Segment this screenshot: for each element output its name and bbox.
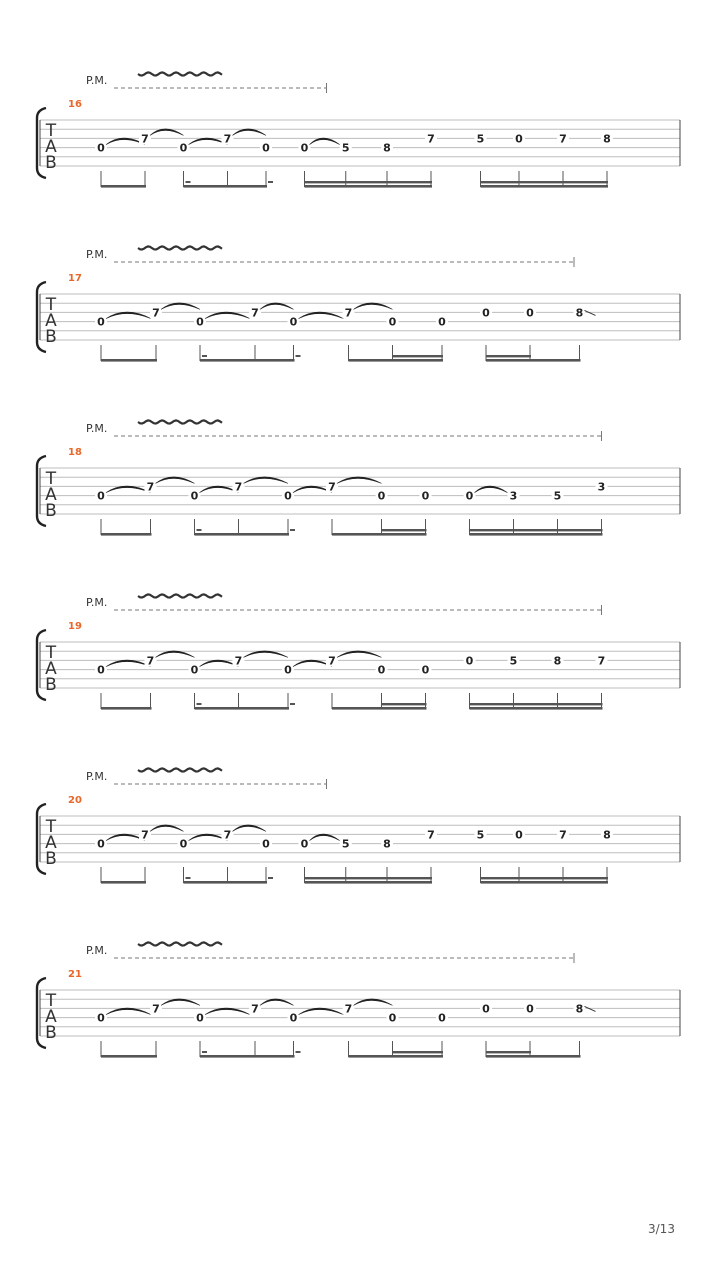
fret-number: 0 — [179, 837, 188, 851]
fret-number: 7 — [328, 654, 336, 668]
fret-number: 0 — [515, 132, 523, 146]
fret-number: 0 — [300, 141, 309, 155]
beam — [101, 1055, 157, 1058]
tie-arc — [233, 129, 267, 136]
fret-number: 5 — [476, 132, 485, 146]
fret-number: 0 — [438, 315, 446, 329]
fret-number: 8 — [603, 828, 611, 842]
fret-number: 0 — [388, 1011, 397, 1025]
tie-arc — [354, 999, 393, 1006]
rhythm-dot — [290, 703, 295, 705]
measure-number: 21 — [68, 969, 82, 980]
rhythm-dot — [197, 529, 202, 531]
fret-number: 8 — [575, 1002, 584, 1016]
fret-number: 0 — [465, 654, 474, 668]
fret-number: 3 — [509, 489, 518, 503]
tie-arc — [310, 138, 340, 145]
beam — [200, 359, 295, 362]
fret-number: 0 — [421, 663, 430, 677]
fret-number: 7 — [251, 306, 259, 320]
rhythm-dot — [296, 1051, 301, 1053]
rhythm-dot — [202, 1051, 207, 1053]
vibrato-wavy-line — [138, 72, 222, 75]
fret-number: 7 — [328, 480, 336, 494]
beam — [470, 533, 603, 536]
rhythm-dot — [186, 181, 191, 183]
tab-clef-b: B — [45, 327, 57, 347]
beam — [486, 1055, 581, 1058]
tie-arc — [106, 486, 151, 493]
fret-number: 5 — [341, 141, 350, 155]
measure-number: 17 — [68, 273, 82, 284]
tie-arc — [299, 312, 344, 319]
fret-number: 0 — [97, 663, 105, 677]
fret-number: 0 — [515, 828, 523, 842]
beam — [481, 881, 609, 884]
beam — [481, 185, 609, 188]
beam-secondary — [481, 877, 609, 879]
beam — [195, 707, 290, 710]
tie-arc — [106, 660, 151, 667]
fret-number: 0 — [196, 1011, 204, 1025]
fret-number: 7 — [344, 306, 353, 320]
beam-secondary — [393, 355, 444, 357]
fret-number: 0 — [289, 315, 298, 329]
staff-system-17 — [37, 246, 680, 361]
beam-secondary — [382, 703, 427, 705]
tie-arc — [260, 999, 294, 1006]
tab-clef-b: B — [45, 849, 57, 869]
fret-number: 7 — [251, 1002, 259, 1016]
fret-number: 7 — [559, 132, 567, 146]
beam — [349, 359, 444, 362]
tab-clef-t: T — [45, 469, 57, 489]
tie-arc — [150, 129, 184, 136]
tie-arc — [150, 825, 184, 832]
tie-arc — [244, 477, 289, 484]
fret-number: 0 — [97, 837, 105, 851]
fret-number: 0 — [438, 1011, 446, 1025]
fret-number: 7 — [234, 654, 243, 668]
fret-number: 8 — [383, 837, 391, 851]
beam — [349, 1055, 444, 1058]
fret-number: 7 — [427, 132, 435, 146]
rhythm-dot — [296, 355, 301, 357]
tie-arc — [337, 651, 382, 658]
rhythm-dot — [202, 355, 207, 357]
staff-system-19 — [37, 594, 680, 709]
measure-number: 19 — [68, 621, 82, 632]
fret-number: 0 — [196, 315, 204, 329]
tab-clef-t: T — [45, 121, 57, 141]
beam — [101, 881, 146, 884]
tie-arc — [161, 999, 200, 1006]
fret-number: 7 — [427, 828, 435, 842]
fret-number: 0 — [190, 663, 199, 677]
fret-number: 7 — [152, 306, 160, 320]
tie-arc — [299, 1008, 344, 1015]
fret-number: 5 — [509, 654, 518, 668]
fret-number: 7 — [146, 654, 155, 668]
fret-number: 8 — [575, 306, 584, 320]
tab-clef-a: A — [45, 1007, 57, 1027]
measure-number: 20 — [68, 795, 82, 806]
fret-number: 0 — [482, 1002, 490, 1016]
tie-arc — [205, 1008, 250, 1015]
fret-number: 0 — [262, 141, 270, 155]
palm-mute-label: P.M. — [86, 422, 108, 435]
fret-number: 0 — [465, 489, 474, 503]
beam — [200, 1055, 295, 1058]
vibrato-wavy-line — [138, 246, 222, 249]
fret-number: 0 — [526, 306, 534, 320]
fret-number: 0 — [284, 489, 292, 503]
beam-secondary — [486, 355, 531, 357]
beam — [470, 707, 603, 710]
beam-secondary — [305, 877, 433, 879]
fret-number: 0 — [97, 1011, 105, 1025]
beam — [332, 533, 427, 536]
staff-system-20 — [37, 768, 680, 883]
rhythm-dot — [186, 877, 191, 879]
fret-number: 0 — [377, 489, 386, 503]
tie-arc — [156, 651, 195, 658]
tab-clef-a: A — [45, 137, 57, 157]
fret-number: 7 — [141, 132, 149, 146]
vibrato-wavy-line — [138, 594, 222, 597]
fret-number: 5 — [476, 828, 485, 842]
fret-number: 0 — [262, 837, 270, 851]
fret-number: 0 — [377, 663, 386, 677]
beam-secondary — [486, 1051, 531, 1053]
tie-arc — [310, 834, 340, 841]
fret-number: 7 — [597, 654, 606, 668]
fret-number: 0 — [421, 489, 430, 503]
fret-number: 8 — [383, 141, 391, 155]
beam — [195, 533, 290, 536]
beam — [305, 185, 433, 188]
fret-number: 0 — [284, 663, 292, 677]
palm-mute-label: P.M. — [86, 596, 108, 609]
beam-secondary — [481, 181, 609, 183]
fret-number: 0 — [388, 315, 397, 329]
beam — [184, 881, 268, 884]
fret-number: 0 — [526, 1002, 534, 1016]
fret-number: 7 — [559, 828, 567, 842]
beam — [101, 185, 146, 188]
fret-number: 0 — [179, 141, 188, 155]
fret-number: 7 — [223, 828, 232, 842]
beam — [184, 185, 268, 188]
tab-clef-t: T — [45, 643, 57, 663]
fret-number: 5 — [553, 489, 562, 503]
tie-arc — [475, 486, 508, 493]
beam-secondary — [470, 529, 603, 531]
staff-system-18 — [37, 420, 680, 535]
tie-arc — [244, 651, 289, 658]
fret-number: 0 — [300, 837, 309, 851]
tie-arc — [156, 477, 195, 484]
beam-secondary — [393, 1051, 444, 1053]
beam — [101, 533, 152, 536]
fret-number: 0 — [97, 141, 105, 155]
rhythm-dot — [197, 703, 202, 705]
fret-number: 7 — [146, 480, 155, 494]
vibrato-wavy-line — [138, 942, 222, 945]
page-number: 3/13 — [648, 1222, 675, 1236]
tab-clef-a: A — [45, 833, 57, 853]
beam-secondary — [470, 703, 603, 705]
fret-number: 0 — [190, 489, 199, 503]
beam-secondary — [305, 181, 433, 183]
fret-number: 3 — [597, 480, 606, 494]
tie-arc — [106, 1008, 151, 1015]
tab-clef-t: T — [45, 295, 57, 315]
fret-number: 7 — [223, 132, 232, 146]
tie-arc — [106, 312, 151, 319]
fret-number: 7 — [152, 1002, 160, 1016]
tie-arc — [233, 825, 267, 832]
rhythm-dot — [268, 877, 273, 879]
beam — [332, 707, 427, 710]
rhythm-dot — [268, 181, 273, 183]
beam — [101, 707, 152, 710]
tie-arc — [260, 303, 294, 310]
beam — [305, 881, 433, 884]
beam — [486, 359, 581, 362]
fret-number: 5 — [341, 837, 350, 851]
vibrato-wavy-line — [138, 768, 222, 771]
tab-clef-b: B — [45, 501, 57, 521]
staff-system-21 — [37, 942, 680, 1057]
fret-number: 0 — [97, 315, 105, 329]
tab-clef-b: B — [45, 675, 57, 695]
fret-number: 0 — [289, 1011, 298, 1025]
tab-clef-a: A — [45, 485, 57, 505]
fret-number: 7 — [344, 1002, 353, 1016]
tab-clef-t: T — [45, 991, 57, 1011]
rhythm-dot — [290, 529, 295, 531]
staff-system-16 — [37, 72, 680, 187]
fret-number: 8 — [553, 654, 562, 668]
palm-mute-label: P.M. — [86, 74, 108, 87]
tab-clef-a: A — [45, 311, 57, 331]
fret-number: 7 — [234, 480, 243, 494]
beam — [101, 359, 157, 362]
tie-arc — [161, 303, 200, 310]
measure-number: 18 — [68, 447, 82, 458]
tab-clef-a: A — [45, 659, 57, 679]
tie-arc — [205, 312, 250, 319]
tab-clef-b: B — [45, 153, 57, 173]
tie-arc — [337, 477, 382, 484]
palm-mute-label: P.M. — [86, 944, 108, 957]
measure-number: 16 — [68, 99, 82, 110]
fret-number: 0 — [482, 306, 490, 320]
vibrato-wavy-line — [138, 420, 222, 423]
beam-secondary — [382, 529, 427, 531]
tie-arc — [354, 303, 393, 310]
fret-number: 7 — [141, 828, 149, 842]
fret-number: 8 — [603, 132, 611, 146]
palm-mute-label: P.M. — [86, 770, 108, 783]
tab-clef-b: B — [45, 1023, 57, 1043]
fret-number: 0 — [97, 489, 105, 503]
palm-mute-label: P.M. — [86, 248, 108, 261]
tab-clef-t: T — [45, 817, 57, 837]
